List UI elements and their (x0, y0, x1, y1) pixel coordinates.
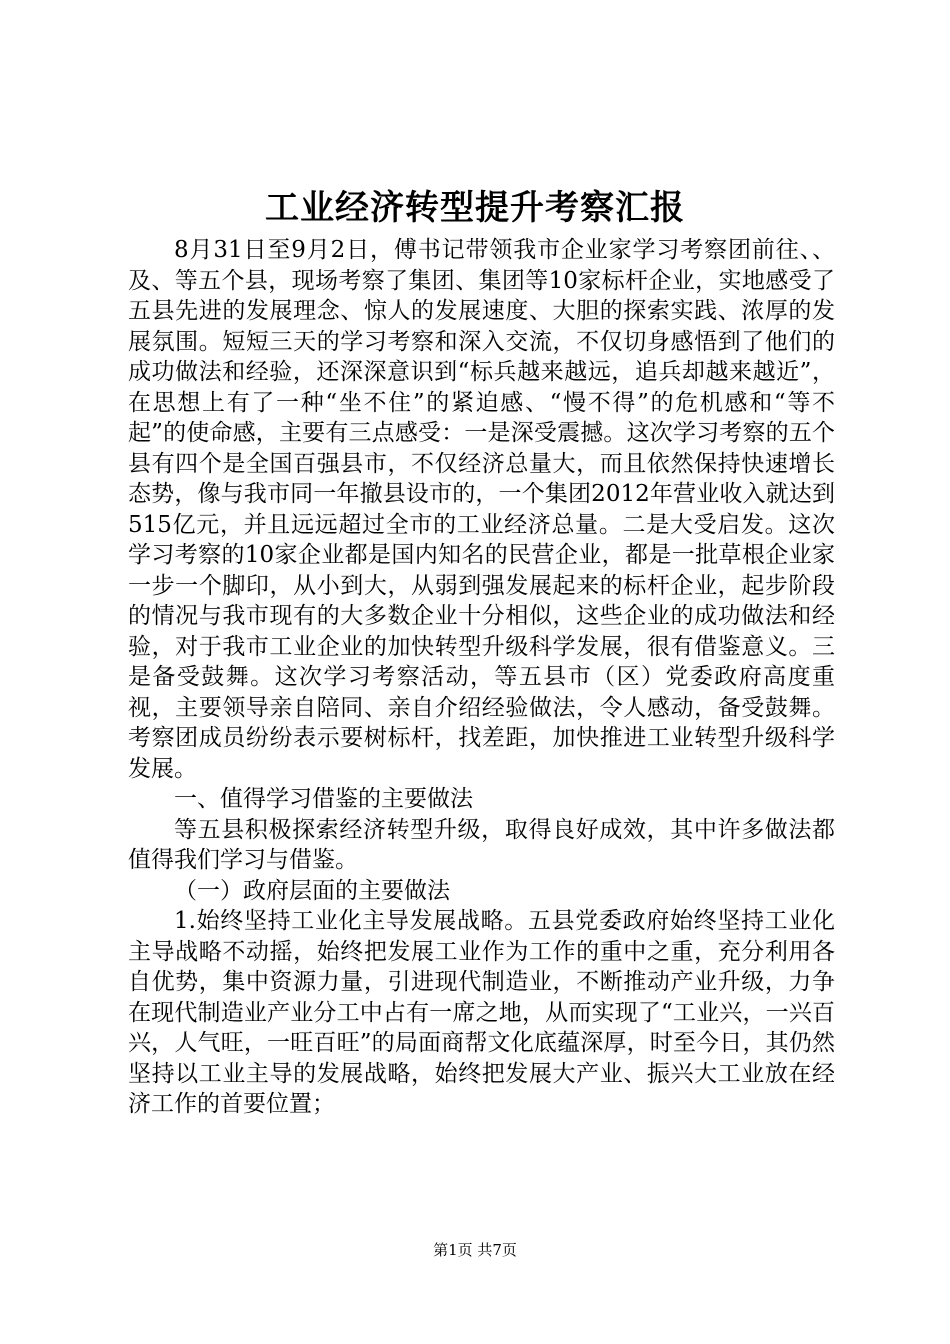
paragraph-section-intro: 等五县积极探索经济转型升级，取得良好成效，其中许多做法都值得我们学习与借鉴。 (128, 816, 835, 873)
document-body (128, 235, 835, 1120)
paragraph-intro: 8月31日至9月2日，傅书记带领我市企业家学习考察团前往、、及、等五个县，现场考察了集团、集团等10家标杆企业，实地感受了五县先进的发展理念、惊人的发展速度、大胆的探索实践、浓厚的发展氛围。短短三天的学习考察和深入交流，不仅切身感悟到了他们的成功做法和经验，还深深意识到“标兵越来越远，追兵却越来越近”，在思想上有了一种“坐不住”的紧迫感、“慢不得”的危机感和“等不起”的使命感，主要有三点感受：一是深受震撼。这次学习考察的五个县有四个是全国百强县市，不仅经济总量大，而且依然保持快速增长态势，像与我市同一年撤县设市的，一个集团2012年营业收入就达到515亿元，并且远远超过全市的工业经济总量。二是大受启发。这次学习考察的10家企业都是国内知名的民营企业，都是一批草根企业家一步一个脚印，从小到大，从弱到强发展起来的标杆企业，起步阶段的情况与我市现有的大多数企业十分相似，这些企业的成功做法和经验，对于我市工业企业的加快转型升级科学发展，很有借鉴意义。三是备受鼓舞。这次学习考察活动，等五县市（区）党委政府高度重视，主要领导亲自陪同、亲自介绍经验做法，令人感动，备受鼓舞。考察团成员纷纷表示要树标杆，找差距，加快推进工业转型升级科学发展。 (128, 237, 835, 782)
paragraph-item-1: 1.始终坚持工业化主导发展战略。五县党委政府始终坚持工业化主导战略不动摇，始终把发展工业作为工作的重中之重，充分利用各自优势，集中资源力量，引进现代制造业，不断推动产业升级，力争在现代制造业产业分工中占有一席之地，从而实现了“工业兴，一兴百兴，人气旺，一旺百旺”的局面商帮文化底蕴深厚，时至今日，其仍然坚持以工业主导的发展战略，始终把发展大产业、振兴大工业放在经济工作的首要位置； (128, 908, 835, 1117)
page-footer: 第1页 共7页 (433, 1241, 517, 1259)
subsection-heading: （一）政府层面的主要做法 (174, 877, 450, 904)
section-heading: 一、值得学习借鉴的主要做法 (174, 786, 473, 812)
document-title: 工业经济转型提升考察汇报 (265, 188, 685, 228)
